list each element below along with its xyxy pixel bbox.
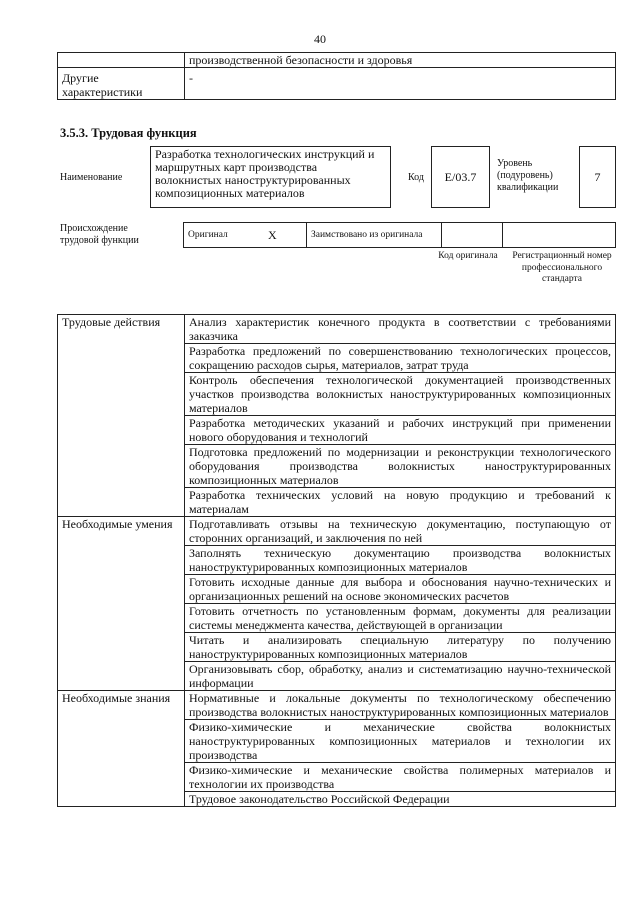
table-cell	[58, 53, 185, 68]
table-cell: Физико-химические и механические свойства волокнистых наноструктурированных композиционных материалов и технологии их производства	[185, 720, 616, 763]
table-cell: Готовить исходные данные для выбора и обоснования научно-технических и организационных решений на основе экономических расчетов	[185, 575, 616, 604]
registration-number-cell	[503, 223, 616, 248]
top-table	[57, 52, 616, 100]
table-cell: Подготовка предложений по модернизации и реконструкции технологического оборудования производства волокнистых наноструктурированных композиционных материалов	[185, 445, 616, 488]
table-row	[58, 68, 616, 100]
other-characteristics-label: Другие характеристики	[58, 68, 185, 100]
original-label: Оригинал	[184, 223, 265, 248]
table-cell: Разработка предложений по совершенствованию технологических процессов, сокращению расходов сырья, материалов, затрат труда	[185, 344, 616, 373]
code-label: Код	[408, 172, 424, 183]
table-row	[58, 691, 616, 720]
table-cell: Анализ характеристик конечного продукта в соответствии с требованиями заказчика	[185, 315, 616, 344]
qualification-level: 7	[579, 146, 616, 208]
origin-label: Происхождение трудовой функции	[60, 223, 139, 246]
table-cell: Физико-химические и механические свойства полимерных материалов и технологии их производства	[185, 763, 616, 792]
table-cell: производственной безопасности и здоровья	[185, 53, 616, 68]
origin-table	[183, 222, 616, 248]
table-row	[58, 517, 616, 546]
name-label: Наименование	[60, 172, 123, 183]
table-cell: Организовывать сбор, обработку, анализ и систематизацию научно-технической информации	[185, 662, 616, 691]
table-cell: Готовить отчетность по установленным формам, документы для реализации системы менеджмента качества, действующей в организации	[185, 604, 616, 633]
table-row	[58, 53, 616, 68]
other-characteristics-value: -	[185, 68, 616, 100]
section-title: 3.5.3. Трудовая функция	[60, 126, 197, 140]
level-label: Уровень (подуровень) квалификации	[497, 158, 559, 193]
reg-caption: Регистрационный номер профессионального стандарта	[512, 251, 612, 284]
function-code: E/03.7	[431, 146, 490, 208]
code-caption: Код оригинала	[438, 251, 498, 261]
table-cell: Трудовое законодательство Российской Федерации	[185, 792, 616, 807]
table-cell: Читать и анализировать специальную литературу по получению наноструктурированных композиционных материалов	[185, 633, 616, 662]
table-cell: Заполнять техническую документацию производства волокнистых наноструктурированных композиционных материалов	[185, 546, 616, 575]
table-cell: Разработка методических указаний и рабочих инструкций при применении нового оборудования и технологий	[185, 416, 616, 445]
table-cell: Подготавливать отзывы на техническую документацию, поступающую от сторонних организаций, и заключения по ней	[185, 517, 616, 546]
group-label: Необходимые знания	[58, 691, 185, 807]
table-cell: Разработка технических условий на новую продукцию и требований к материалам	[185, 488, 616, 517]
function-name: Разработка технологических инструкций и маршрутных карт производства волокнистых наноструктурированных композиционных материалов	[150, 146, 391, 208]
original-code-cell	[442, 223, 503, 248]
table-row	[58, 315, 616, 344]
group-label: Необходимые умения	[58, 517, 185, 691]
borrowed-label: Заимствовано из оригинала	[307, 223, 442, 248]
labor-function-table	[57, 314, 616, 807]
page-number: 40	[314, 32, 326, 46]
table-cell: Контроль обеспечения технологической документацией производственных участков производства волокнистых наноструктурированных композиционных материалов	[185, 373, 616, 416]
group-label: Трудовые действия	[58, 315, 185, 517]
table-row	[184, 223, 616, 248]
table-cell: Нормативные и локальные документы по технологическому обеспечению производства волокнистых наноструктурированных композиционных материалов	[185, 691, 616, 720]
original-mark: X	[264, 223, 307, 248]
